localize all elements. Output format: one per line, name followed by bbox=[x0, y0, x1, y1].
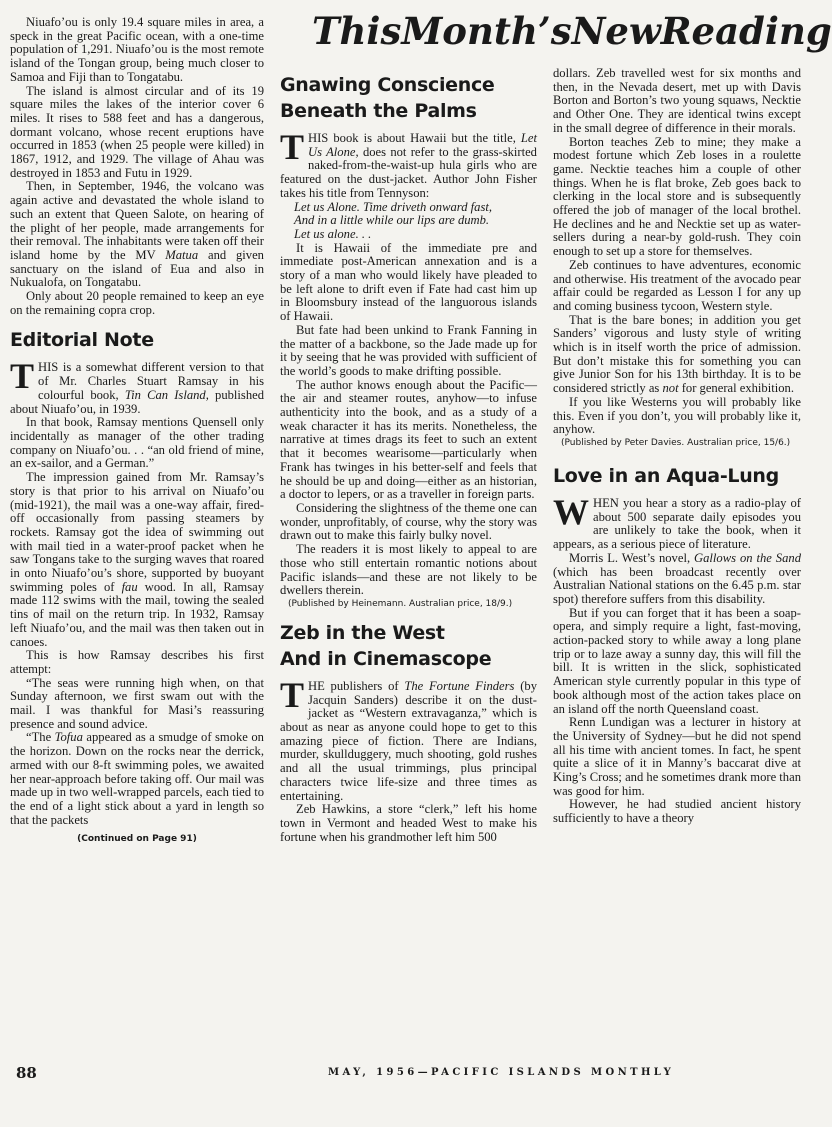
text: for general exhibition. bbox=[678, 381, 794, 396]
page-title-word: Reading bbox=[660, 9, 832, 53]
heading-line: Gnawing Conscience bbox=[280, 74, 495, 96]
book-title: Tin Can Island, bbox=[124, 387, 209, 402]
page-title-word: This bbox=[312, 9, 402, 53]
heading-line: Beneath the Palms bbox=[280, 100, 477, 122]
paragraph: Niuafo’ou is only 19.4 square miles in area, a speck in the great Pacific ocean, with a one-time population of 1,291. Niuafo’ou is the most remote island of the Tongan group, being much closer to Samoa and Fiji than to Tongatabu. bbox=[10, 15, 264, 84]
book-title: Gallows on the Sand bbox=[694, 550, 801, 565]
paragraph: If you like Westerns you will probably like this. Even if you don’t, you will probably like it, anyhow. bbox=[553, 394, 801, 437]
drop-cap: T bbox=[280, 674, 305, 715]
paragraph: However, he had studied ancient history sufficiently to have a theory bbox=[553, 797, 801, 826]
paragraph bbox=[553, 552, 801, 607]
text: Then, in September, 1946, the volcano was again active and devastated the whole island to such an extent that Queen Salote, on hearing of the plight of her people, made arrangements for their removal. The inhabitants were taken off their island home by the MV bbox=[10, 179, 264, 262]
paragraph: But fate had been unkind to Frank Fanning in the matter of a backbone, so the Jade made up for it by seeing that he was provided with sufficient of the world’s goods to make drifting possible. bbox=[280, 322, 537, 378]
paragraph: In that book, Ramsay mentions Quensell only incidentally as manager of the other trading company on Niuafo’ou. . . “an old friend of mine, an ex-sailor, and a German.” bbox=[10, 415, 264, 471]
editorial-note-heading: Editorial Note bbox=[10, 329, 154, 352]
drop-cap: T bbox=[280, 127, 305, 167]
verse-line: And in a little while our lips are dumb. bbox=[294, 213, 490, 228]
drop-cap: W bbox=[553, 491, 589, 532]
page-title bbox=[312, 8, 832, 54]
text: “The bbox=[26, 730, 55, 745]
paragraph: Borton teaches Zeb to mine; they make a modest fortune which Zeb loses in a roulette game. Necktie teaches him a couple of other things. When he is flat broke, Zeb goes back to clerking in the local store and is subsequently offered the job of manager of the local brothel. He declines and he and Necktie set up as water-sellers during a near-by gold-rush. They coin enough to set up a store for themselves. bbox=[553, 134, 801, 259]
drop-cap: T bbox=[10, 356, 35, 397]
column-middle bbox=[280, 72, 537, 844]
paragraph: “The seas were running high when, on that Sunday afternoon, we first swam out with the mail. I was thankful for Masi’s reassuring presence and sound advice. bbox=[10, 675, 264, 731]
term: fau bbox=[121, 579, 138, 594]
paragraph bbox=[10, 731, 264, 827]
paragraph: Zeb continues to have adventures, economic and otherwise. His treatment of the avocado pear affair could be regarded as Lesson I for any up and coming business tycoon, Western style. bbox=[553, 257, 801, 313]
text: HIS book is about Hawaii but the title, bbox=[308, 131, 521, 145]
text: HIS is a somewhat different version to that of Mr. Charles Stuart Ramsay in his colourful book, bbox=[38, 360, 264, 402]
review-heading: Love in an Aqua-Lung bbox=[553, 464, 779, 487]
text: Morris L. West’s novel, bbox=[569, 550, 695, 565]
page-title-word: New bbox=[571, 9, 661, 53]
column-left bbox=[10, 16, 264, 847]
paragraph: Only about 20 people remained to keep an eye on the remaining copra crop. bbox=[10, 289, 264, 317]
ship-name: Matua bbox=[165, 247, 199, 262]
paragraph: The island is almost circular and of its 19 square miles the lakes of the interior cover 6 miles. It rises to 588 feet and has a dangerous, dormant volcano, whose recent eruptions have occurred in 1853 (when 25 people were killed) in 1867, 1912, and 1929. The village of Ahau was destroyed in 1853 and Futu in 1929. bbox=[10, 83, 264, 180]
page-number: 88 bbox=[16, 1064, 37, 1082]
paragraph bbox=[553, 491, 801, 552]
page-footer bbox=[0, 1064, 801, 1086]
text: (by Jacquin Sanders) describe it on the dust-jacket as “Western extravaganza,” which is about as near as anyone could hope to get to this amazing piece of fiction. There are Indians, murder, skullduggery, much shooting, gold rushes and all the usual trimmings, plus principal characters twice life-size and three times as entertaining. bbox=[280, 678, 537, 803]
ship-name: Tofua bbox=[54, 730, 83, 745]
paragraph: Considering the slightness of the theme one can wonder, unprofitably, of course, why the story was drawn out to make this fairly bulky novel. bbox=[280, 500, 537, 543]
verse-line: Let us Alone. Time driveth onward fast, bbox=[294, 199, 493, 214]
text: HEN you hear a story as a radio-play of about 500 separate daily episodes you are unlikely to take the book, when it appears, as a serious piece of literature. bbox=[553, 495, 801, 552]
review-heading bbox=[280, 72, 537, 124]
paragraph: This is how Ramsay describes his first attempt: bbox=[10, 648, 264, 676]
text: That is the bare bones; in addition you get Sanders’ vigorous and lusty style of writing which is in itself worth the price of admission. But don’t mistake this for something you can give Junior Son for his 13th birthday. It is to be considered strictly as bbox=[553, 312, 801, 396]
paragraph: Zeb Hawkins, a store “clerk,” left his home town in Vermont and headed West to make his fortune when his grandmother left him 500 bbox=[280, 802, 537, 844]
heading-line: Zeb in the West bbox=[280, 621, 445, 644]
paragraph: It is Hawaii of the immediate pre and immediate post-American annexation and is a story of a man who would likely have pleaded to be left alone to drift even if Fate had cast him up in Bloomsbury instead of the languorous islands of Hawaii. bbox=[280, 240, 537, 324]
text: appeared as a smudge of smoke on the horizon. Down on the rocks near the derrick, armed with our 8-ft swimming poles, we awaited her near-approach before taking off. Our mail was made up in two well-wrapped parcels, each tied to the end of a light stick about a yard in length so that the packets bbox=[10, 730, 264, 827]
paragraph: The readers it is most likely to appeal to are those who still entertain romantic notions about Pacific islands—and these are not likely to be dwellers therein. bbox=[280, 542, 537, 598]
paragraph: dollars. Zeb travelled west for six months and then, in the Nevada desert, met up with Davis Borton and Borton’s two young squaws, Necktie and Other One. They are identical twins except in the small degree of difference in their morals. bbox=[553, 66, 801, 135]
paragraph: The author knows enough about the Pacific—the air and steamer routes, anyhow—to infuse authenticity into the book, and as a study of a weak character it has its merits. Nonetheless, the narrative at times drags its feet to such an extent that it becomes wearisome—particularly when Frank has twinges in his better-self and feels that he should be up and doing—either as an historian, a doctor to lepers, or as a traveller in foreign parts. bbox=[280, 377, 537, 502]
continued-link[interactable]: (Continued on Page 91) bbox=[77, 834, 197, 845]
paragraph bbox=[10, 471, 264, 649]
page-title-word: Month’s bbox=[401, 9, 572, 53]
paragraph: But if you can forget that it has been a soap-opera, and simply require a light, fast-moving, action-packed story to while away a long plane trip or to laze away a sunny day, this will fill the bill. It is written in the slick, sophisticated American style currently popular in this type of book although most of the action takes place on an island off the north Queensland coast. bbox=[553, 605, 801, 716]
verse-line: Let us alone. . . bbox=[294, 226, 372, 241]
text: does not refer to the grass-skirted naked-from-the-waist-up hula girls who are featured on the dust-jacket. Author John Fisher takes his title from Tennyson: bbox=[280, 144, 537, 200]
text: HE publishers of bbox=[308, 678, 405, 693]
publisher-note: (Published by Heinemann. Australian price, 18/9.) bbox=[288, 598, 513, 609]
publisher-note: (Published by Peter Davies. Australian price, 15/6.) bbox=[561, 437, 791, 448]
text: The impression gained from Mr. Ramsay’s story is that prior to his arrival on Niuafo’ou (mid-1921), the mail was a one-way affair, fired-off occasionally from passing steamers by rockets. Ramsay got the idea of swimming out with mail tied in a water-proof packet when he saw Tongans take to the surging waves that roared in onto Niuafo’ou’s shore, supported by buoyant swimming poles of bbox=[10, 470, 264, 594]
paragraph: Renn Lundigan was a lecturer in history at the University of Sydney—but he did not spend all his time with ancient tomes. In fact, he spent quite a slice of it in Manny’s baccarat dive at King’s Cross; and he sometimes drank more than was good for him. bbox=[553, 715, 801, 798]
paragraph bbox=[280, 674, 537, 803]
paragraph bbox=[553, 314, 801, 396]
text: (which has been broadcast recently over Australian National stations on the 6.45 p.m. star spot) therefore suffers from this disability. bbox=[553, 564, 801, 606]
text: wood. In all, Ramsay made 112 swims with the mail, towing the sealed tins of mail on the return trip. In 1932, Ramsay left Niuafo’ou, and the mail was then taken out in canoes. bbox=[10, 579, 264, 649]
issue-line: MAY, 1956—PACIFIC ISLANDS MONTHLY bbox=[328, 1067, 675, 1078]
column-right bbox=[553, 67, 801, 826]
review-heading bbox=[280, 620, 537, 672]
emphasis: not bbox=[662, 381, 679, 396]
book-title: The Fortune Finders bbox=[404, 678, 515, 693]
paragraph bbox=[10, 356, 265, 416]
heading-line: And in Cinemascope bbox=[280, 647, 492, 670]
text: published about Niuafo’ou, in 1939. bbox=[10, 387, 265, 416]
text: and given sanctuary on the island of Eua and also in Nukualofa, on Tongatabu. bbox=[10, 247, 264, 290]
paragraph bbox=[10, 180, 264, 290]
book-title: Let Us Alone, bbox=[308, 131, 537, 159]
paragraph bbox=[280, 127, 537, 201]
